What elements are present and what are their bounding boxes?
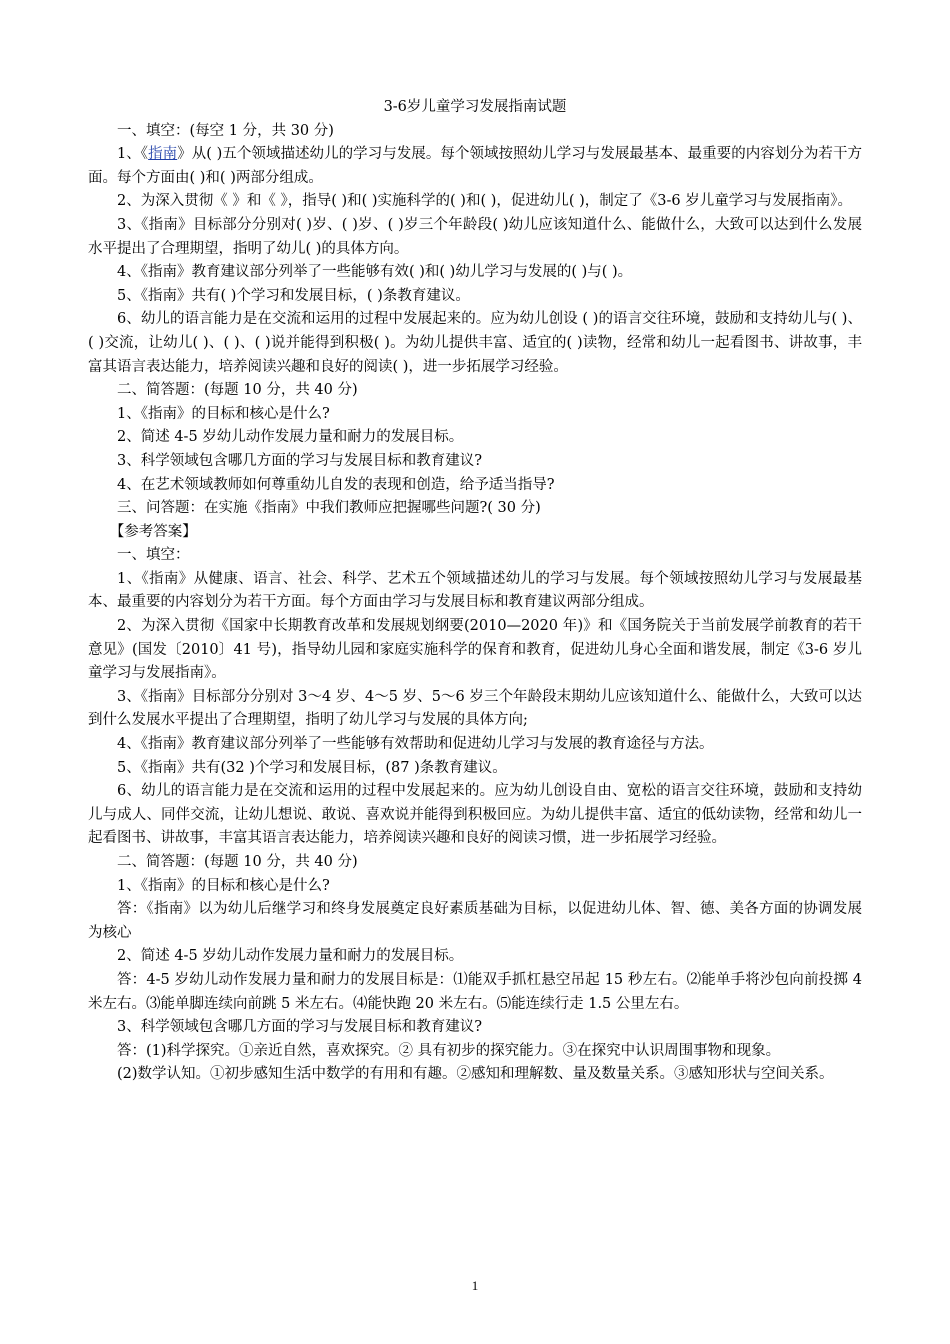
- question-fill-4: 4、《指南》教育建议部分列举了一些能够有效( )和( )幼儿学习与发展的( )与( )。: [117, 264, 633, 281]
- question-fill-3: 3、《指南》目标部分分别对( )岁、( )岁、( )岁三个年龄段( )幼儿应该知道什么、能做什么，大致可以达到什么发展水平提出了合理期望，指明了幼儿( )的具体方向。: [88, 216, 862, 257]
- question-fill-1: [88, 143, 862, 190]
- question-short-2: 2、简述 4-5 岁幼儿动作发展力量和耐力的发展目标。: [117, 429, 464, 446]
- answer-fill-3: 3、《指南》目标部分分别对 3～4 岁、4～5 岁、5～6 岁三个年龄段末期幼儿应该知道什么、能做什么，大致可以达到什么发展水平提出了合理期望，指明了幼儿学习与发展的具体方向;: [88, 688, 862, 729]
- document-title: 3-6岁儿童学习发展指南试题: [383, 99, 567, 115]
- question-section-heading-short: 二、简答题：(每题 10 分，共 40 分): [117, 382, 358, 399]
- answer-key-heading: 【参考答案】: [109, 523, 197, 540]
- page-number: 1: [471, 1278, 479, 1293]
- answer-short-1-question: 1、《指南》的目标和核心是什么?: [117, 877, 330, 894]
- question-short-3: 3、科学领域包含哪几方面的学习与发展目标和教育建议?: [117, 452, 482, 469]
- answer-section-heading-short: 二、简答题：(每题 10 分，共 40 分): [117, 854, 358, 870]
- answer-fill-6: 6、幼儿的语言能力是在交流和运用的过程中发展起来的。应为幼儿创设自由、宽松的语言交往环境，鼓励和支持幼儿与成人、同伴交流，让幼儿想说、敢说、喜欢说并能得到积极回应。为幼儿提供丰富、适宜的低幼读物，经常和幼儿一起看图书、讲故事，丰富其语言表达能力，培养阅读兴趣和良好的阅读习惯，进一步拓展学习经验。: [88, 783, 862, 847]
- question-short-4: 4、在艺术领域教师如何尊重幼儿自发的表现和创造，给予适当指导?: [117, 476, 555, 493]
- question-short-1: 1、《指南》的目标和核心是什么?: [117, 405, 330, 422]
- answer-short-3-question: 3、科学领域包含哪几方面的学习与发展目标和教育建议?: [117, 1019, 482, 1036]
- document-body: [88, 96, 862, 1087]
- question-fill-5: 5、《指南》共有( )个学习和发展目标，( )条教育建议。: [117, 287, 470, 304]
- question-fill-6: 6、幼儿的语言能力是在交流和运用的过程中发展起来的。应为幼儿创设 ( )的语言交往环境，鼓励和支持幼儿与( )、( )交流，让幼儿( )、( )、( )说并能得到积极( )。为幼儿提供丰富、适宜的( )读物，经常和幼儿一起看图书、讲故事，丰富其语言表达能力，培养阅读兴趣和良好的阅读( )，进一步拓展学习经验。: [88, 311, 862, 375]
- answer-short-2-question: 2、简述 4-5 岁幼儿动作发展力量和耐力的发展目标。: [117, 948, 464, 965]
- question-section-heading-fill: 一、填空：(每空 1 分，共 30 分): [117, 122, 334, 139]
- answer-section-heading-fill: 一、填空：: [117, 547, 190, 564]
- answer-fill-2: 2、为深入贯彻《国家中长期教育改革和发展规划纲要(2010—2020 年)》和《国务院关于当前发展学前教育的若干意见》(国发〔2010〕41 号)，指导幼儿园和家庭实施科学的保育和教育，促进幼儿身心全面和谐发展，制定《3-6 岁儿童学习与发展指南》。: [88, 618, 862, 682]
- answer-short-3-answer-part1: 答：(1)科学探究。①亲近自然，喜欢探究。② 具有初步的探究能力。③在探究中认识周围事物和现象。: [117, 1042, 781, 1059]
- answer-fill-4: 4、《指南》教育建议部分列举了一些能够有效帮助和促进幼儿学习与发展的教育途径与方法。: [117, 736, 714, 753]
- question-fill-2: 2、为深入贯彻《 》和《 》，指导( )和( )实施科学的( )和( )，促进幼儿( )，制定了《3-6 岁儿童学习与发展指南》。: [117, 193, 853, 210]
- question-section-heading-essay: 三、问答题：在实施《指南》中我们教师应把握哪些问题?( 30 分): [117, 500, 541, 517]
- answer-fill-5: 5、《指南》共有(32 )个学习和发展目标，(87 )条教育建议。: [117, 759, 507, 776]
- q1-prefix: 1、《: [117, 146, 149, 163]
- answer-short-1-answer: 答：《指南》以为幼儿后继学习和终身发展奠定良好素质基础为目标，以促进幼儿体、智、德、美各方面的协调发展为核心: [88, 901, 862, 941]
- answer-short-2-answer: 答：4-5 岁幼儿动作发展力量和耐力的发展目标是：⑴能双手抓杠悬空吊起 15 秒左右。⑵能单手将沙包向前投掷 4 米左右。⑶能单脚连续向前跳 5 米左右。⑷能快跑 20 米左右。⑸能连续行走 1.5 公里左右。: [88, 971, 862, 1012]
- q1-suffix: 》从( )五个领域描述幼儿的学习与发展。每个领域按照幼儿学习与发展最基本、最重要的内容划分为若干方面。每个方面由( )和( )两部分组成。: [88, 146, 863, 186]
- answer-fill-1: 1、《指南》从健康、语言、社会、科学、艺术五个领域描述幼儿的学习与发展。每个领域按照幼儿学习与发展最基本、最重要的内容划分为若干方面。每个方面由学习与发展目标和教育建议两部分组成。: [88, 570, 862, 611]
- answer-short-3-answer-part2: (2)数学认知。①初步感知生活中数学的有用和有趣。②感知和理解数、量及数量关系。③感知形状与空间关系。: [117, 1066, 834, 1083]
- guide-link[interactable]: 指南: [148, 146, 178, 163]
